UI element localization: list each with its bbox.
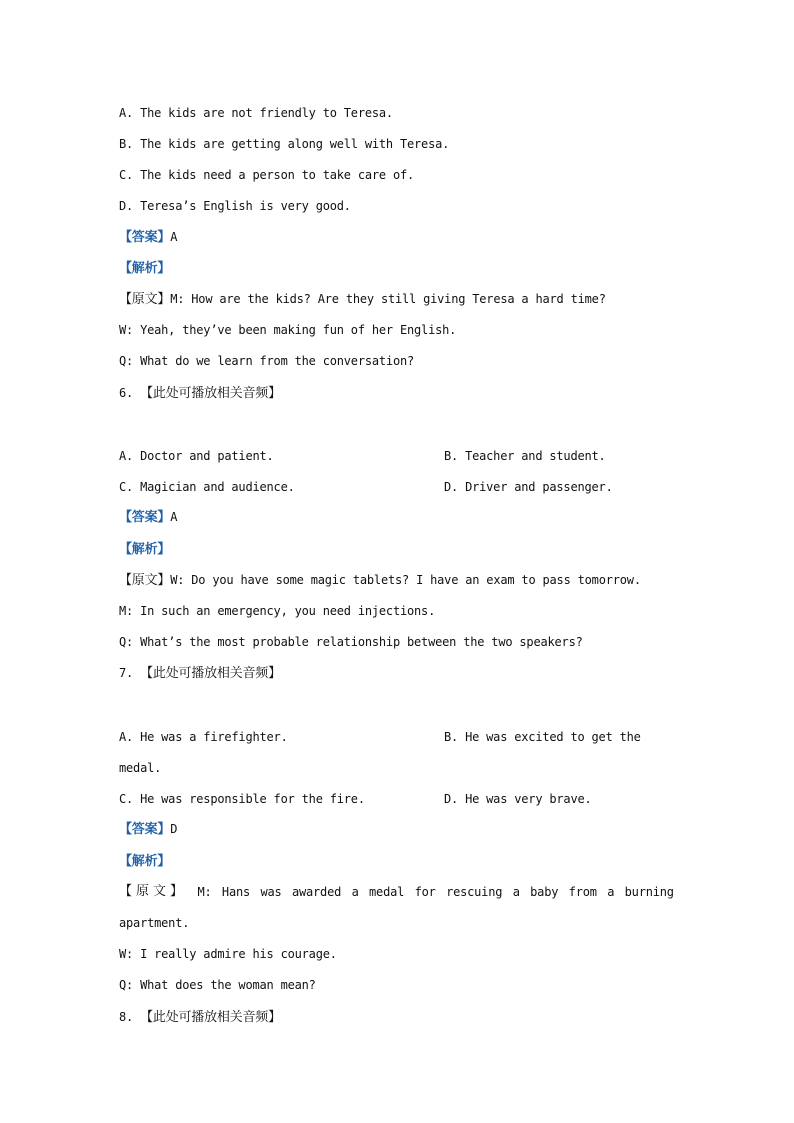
- q6-option-a: A. Doctor and patient.: [119, 449, 274, 463]
- answer-value: A: [170, 230, 178, 244]
- q5-option-b: B. The kids are getting along well with Teresa.: [119, 137, 450, 151]
- transcript-word: a: [607, 885, 615, 899]
- question-number: 6.: [119, 386, 134, 400]
- q7-option-d: D. He was very brave.: [444, 792, 592, 806]
- audio-placeholder[interactable]: 【此处可播放相关音频】: [140, 666, 281, 681]
- q5-transcript-line-2: W: Yeah, they’ve been making fun of her English.: [119, 323, 457, 337]
- question-number: 8.: [119, 1010, 134, 1024]
- transcript-word: from: [568, 885, 597, 899]
- q7-heading: [119, 665, 281, 682]
- answer-value: A: [170, 510, 178, 524]
- transcript-text: W: Do you have some magic tablets? I have an exam to pass tomorrow.: [170, 573, 641, 587]
- q5-analysis: [119, 260, 170, 277]
- transcript-tag: 【原文】: [119, 573, 171, 588]
- q6-option-c: C. Magician and audience.: [119, 480, 295, 494]
- q6-analysis: [119, 541, 170, 558]
- analysis-tag: 【解析】: [119, 542, 171, 557]
- q5-answer: [119, 229, 177, 246]
- q6-transcript-line-3: Q: What’s the most probable relationship between the two speakers?: [119, 635, 583, 649]
- transcript-word: was: [260, 885, 282, 899]
- question-number: 7.: [119, 666, 134, 680]
- analysis-tag: 【解析】: [119, 854, 171, 869]
- transcript-word: a: [512, 885, 520, 899]
- q6-option-b: B. Teacher and student.: [444, 449, 606, 463]
- q5-option-c: C. The kids need a person to take care of.: [119, 168, 415, 182]
- answer-value: D: [170, 822, 178, 836]
- q5-transcript-line-1: [119, 291, 606, 308]
- transcript-word: rescuing: [446, 885, 503, 899]
- transcript-word: for: [414, 885, 436, 899]
- q7-transcript-line-2: apartment.: [119, 916, 190, 930]
- q6-transcript-line-2: M: In such an emergency, you need injections.: [119, 604, 436, 618]
- q8-heading: [119, 1009, 281, 1026]
- q6-option-d: D. Driver and passenger.: [444, 480, 613, 494]
- q5-transcript-line-3: Q: What do we learn from the conversation?: [119, 354, 415, 368]
- audio-placeholder[interactable]: 【此处可播放相关音频】: [140, 1010, 281, 1025]
- q7-transcript-line-4: Q: What does the woman mean?: [119, 978, 316, 992]
- q6-transcript-line-1: [119, 572, 641, 589]
- q6-heading: [119, 385, 281, 402]
- q7-transcript-line-3: W: I really admire his courage.: [119, 947, 337, 961]
- q7-analysis: [119, 853, 170, 870]
- q7-answer: [119, 821, 177, 838]
- analysis-tag: 【解析】: [119, 261, 171, 276]
- answer-tag: 【答案】: [119, 230, 171, 245]
- transcript-text: M: How are the kids? Are they still giving Teresa a hard time?: [170, 292, 606, 306]
- transcript-word: medal: [369, 885, 405, 899]
- q7-transcript-line-1: [119, 884, 674, 900]
- transcript-word: M:: [197, 885, 212, 899]
- q5-option-a: A. The kids are not friendly to Teresa.: [119, 106, 393, 120]
- transcript-word: Hans: [221, 885, 251, 899]
- answer-tag: 【答案】: [119, 822, 171, 837]
- answer-tag: 【答案】: [119, 510, 171, 525]
- q7-option-c: C. He was responsible for the fire.: [119, 792, 365, 806]
- q5-option-d: D. Teresa’s English is very good.: [119, 199, 351, 213]
- transcript-word: awarded: [291, 885, 342, 899]
- q7-option-b: B. He was excited to get the: [444, 730, 641, 744]
- transcript-word: burning: [624, 885, 674, 899]
- q6-answer: [119, 509, 177, 526]
- q7-option-b-continued: medal.: [119, 761, 162, 775]
- transcript-tag: 【原文】: [119, 884, 188, 899]
- transcript-word: baby: [530, 885, 559, 899]
- q7-option-a: A. He was a firefighter.: [119, 730, 288, 744]
- audio-placeholder[interactable]: 【此处可播放相关音频】: [140, 386, 281, 401]
- transcript-tag: 【原文】: [119, 292, 171, 307]
- transcript-word: a: [351, 885, 359, 899]
